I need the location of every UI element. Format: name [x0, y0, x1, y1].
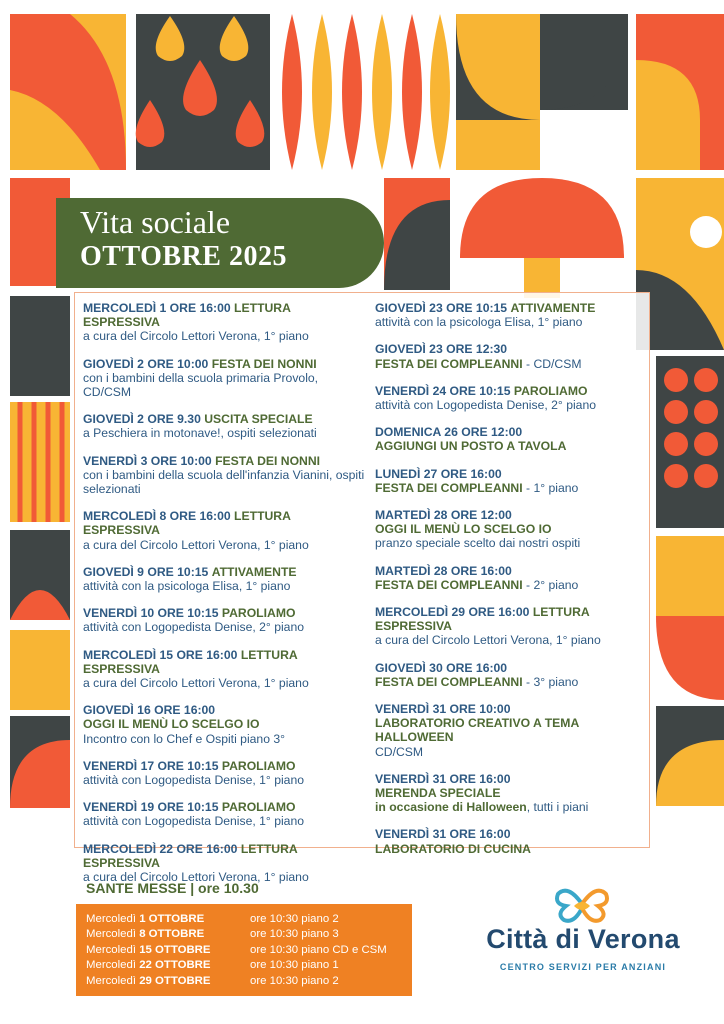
event-item	[83, 648, 369, 691]
event-details: , tutti i piani	[526, 800, 589, 815]
event-heading	[375, 772, 651, 800]
event-activity: LABORATORIO DI CUCINA	[375, 841, 531, 856]
messe-row	[86, 958, 402, 973]
butterfly-logo-icon	[554, 884, 610, 924]
tile-half-circles	[456, 14, 628, 170]
event-details: - 1° piano	[526, 480, 579, 495]
messe-date: 1 OTTOBRE	[139, 913, 205, 925]
messe-row	[86, 912, 402, 927]
event-activity: ATTIVAMENTE	[510, 301, 596, 315]
messe-date-cell	[86, 912, 250, 927]
logo-subtitle: CENTRO SERVIZI PER ANZIANI	[499, 962, 667, 972]
event-details: attività con Logopedista Denise, 2° piano	[83, 620, 305, 635]
event-heading	[375, 384, 651, 398]
messe-day: Mercoledì	[86, 974, 137, 987]
event-details: pranzo speciale scelto dai nostri ospiti	[375, 536, 581, 551]
event-item	[375, 467, 651, 495]
event-activity: FESTA DEI NONNI	[215, 453, 321, 468]
event-activity: OGGI IL MENÙ LO SCELGO IO	[375, 522, 552, 537]
event-heading	[83, 412, 369, 426]
events-column-left	[83, 301, 369, 897]
tile-dark	[10, 296, 70, 396]
event-item	[83, 454, 369, 497]
event-activity: LETTURA ESPRESSIVA	[83, 509, 291, 538]
event-item	[83, 565, 369, 593]
event-activity: AGGIUNGI UN POSTO A TAVOLA	[375, 439, 567, 454]
event-date: VENERDÌ 31 ORE 16:00	[375, 771, 511, 786]
events-column-right	[375, 301, 651, 869]
event-heading	[83, 703, 369, 731]
event-activity: LETTURA ESPRESSIVA	[83, 301, 291, 330]
event-activity: ATTIVAMENTE	[211, 564, 297, 579]
tile-mushroom	[456, 178, 628, 298]
event-heading	[83, 357, 369, 371]
messe-info: ore 10:30 piano 2	[250, 974, 339, 987]
tile-dots-right	[656, 356, 724, 528]
event-activity: MERENDA SPECIALE	[375, 786, 501, 801]
event-activity: PAROLIAMO	[221, 606, 296, 621]
event-item	[375, 827, 651, 855]
event-details: a cura del Circolo Lettori Verona, 1° piano	[83, 676, 309, 691]
tile-orange-leaf	[10, 14, 126, 170]
event-activity: FESTA DEI COMPLEANNI	[375, 480, 523, 495]
event-item	[375, 564, 651, 592]
event-details: attività con Logopedista Denise, 1° piano	[83, 773, 305, 788]
messe-row	[86, 943, 402, 958]
event-heading	[375, 342, 651, 370]
messe-title: SANTE MESSE | ore 10.30	[86, 880, 259, 896]
event-date: MERCOLEDÌ 1 ORE 16:00	[83, 301, 231, 315]
messe-row	[86, 927, 402, 942]
event-date: VENERDÌ 31 ORE 16:00	[375, 827, 511, 842]
event-item	[375, 605, 651, 648]
tile-right-orange	[636, 14, 724, 170]
event-date: MERCOLEDÌ 22 ORE 16:00	[83, 841, 238, 856]
event-item	[83, 606, 369, 634]
messe-date: 8 OTTOBRE	[139, 928, 205, 941]
event-date: GIOVEDÌ 23 ORE 10:15	[375, 301, 508, 315]
tile-drops	[136, 14, 270, 170]
event-details: attività con Logopedista Denise, 1° piano	[83, 814, 305, 829]
events-panel	[74, 292, 650, 885]
event-activity: PAROLIAMO	[513, 383, 588, 398]
event-details: con i bambini della scuola dell'infanzia Vianini, ospiti selezionati	[83, 467, 365, 497]
event-item	[83, 842, 369, 885]
event-activity: FESTA DEI NONNI	[211, 356, 317, 371]
event-heading	[83, 509, 369, 537]
event-activity: FESTA DEI COMPLEANNI	[375, 674, 523, 689]
event-heading	[375, 301, 651, 315]
messe-date-cell	[86, 958, 250, 973]
event-details: a Peschiera in motonave!, ospiti selezionati	[83, 426, 317, 441]
event-heading	[83, 759, 369, 773]
event-details: - CD/CSM	[526, 356, 582, 371]
event-item	[83, 703, 369, 746]
event-activity: USCITA SPECIALE	[204, 412, 313, 427]
event-date: DOMENICA 26 ORE 12:00	[375, 425, 523, 440]
messe-date-cell	[86, 943, 250, 958]
event-heading	[375, 605, 651, 633]
event-date: GIOVEDÌ 16 ORE 16:00	[83, 703, 216, 718]
messe-date-cell	[86, 927, 250, 942]
event-heading	[375, 564, 651, 592]
event-activity: LETTURA ESPRESSIVA	[83, 841, 298, 870]
event-heading	[83, 842, 369, 870]
event-item	[375, 342, 651, 370]
messe-schedule	[76, 904, 412, 996]
messe-info: ore 10:30 piano CD e CSM	[250, 943, 387, 956]
messe-day: Mercoledì	[86, 913, 137, 925]
event-heading	[83, 648, 369, 676]
event-heading	[83, 565, 369, 579]
page-title: Vita sociale	[80, 204, 231, 240]
tile-yellow-right	[656, 536, 724, 616]
event-date: VENERDÌ 24 ORE 10:15	[375, 383, 511, 398]
event-heading	[83, 606, 369, 620]
logo-name: Città di Verona	[486, 924, 680, 954]
event-activity: PAROLIAMO	[221, 758, 296, 773]
event-date: LUNEDÌ 27 ORE 16:00	[375, 466, 502, 481]
event-heading	[83, 454, 369, 468]
messe-date-cell	[86, 974, 250, 989]
event-item	[375, 661, 651, 689]
messe-row	[86, 974, 402, 989]
messe-info: ore 10:30 piano 1	[250, 959, 339, 972]
event-date: GIOVEDÌ 2 ORE 10:00	[83, 356, 209, 371]
messe-info: ore 10:30 piano 2	[250, 913, 339, 925]
event-item	[375, 508, 651, 551]
tile-leaf-dark	[384, 178, 450, 290]
event-details-bold: in occasione di Halloween	[375, 800, 527, 815]
event-date: MERCOLEDÌ 29 ORE 16:00	[375, 605, 530, 620]
event-date: MARTEDÌ 28 ORE 16:00	[375, 563, 512, 578]
event-date: VENERDÌ 17 ORE 10:15	[83, 758, 219, 773]
messe-day: Mercoledì	[86, 959, 137, 972]
event-item	[83, 509, 369, 552]
event-date: VENERDÌ 10 ORE 10:15	[83, 606, 219, 621]
event-activity: FESTA DEI COMPLEANNI	[375, 577, 523, 592]
event-activity: LETTURA ESPRESSIVA	[375, 605, 590, 634]
event-heading	[83, 301, 369, 329]
event-item	[83, 759, 369, 787]
event-item	[375, 384, 651, 412]
messe-date: 15 OTTOBRE	[139, 943, 211, 956]
event-item	[375, 772, 651, 815]
event-details: attività con Logopedista Denise, 2° piano	[375, 398, 597, 413]
event-heading	[375, 467, 651, 495]
event-details: attività con la psicologa Elisa, 1° piano	[375, 315, 583, 330]
event-date: VENERDÌ 3 ORE 10:00	[83, 453, 212, 468]
event-activity: FESTA DEI COMPLEANNI	[375, 356, 523, 371]
event-item	[83, 357, 369, 400]
event-date: GIOVEDÌ 23 ORE 12:30	[375, 342, 508, 357]
event-activity: OGGI IL MENÙ LO SCELGO IO	[83, 717, 260, 732]
event-details: attività con la psicologa Elisa, 1° piano	[83, 579, 291, 594]
event-activity: LETTURA ESPRESSIVA	[83, 647, 298, 676]
page-subtitle: OTTOBRE 2025	[80, 241, 287, 272]
event-date: MERCOLEDÌ 8 ORE 16:00	[83, 509, 231, 524]
event-activity: PAROLIAMO	[221, 800, 296, 815]
logo	[480, 884, 686, 984]
event-activity: LABORATORIO CREATIVO A TEMA HALLOWEEN	[375, 716, 579, 745]
messe-info: ore 10:30 piano 3	[250, 928, 339, 941]
messe-date: 22 OTTOBRE	[139, 959, 211, 972]
event-date: GIOVEDÌ 2 ORE 9.30	[83, 412, 201, 427]
event-item	[83, 412, 369, 440]
event-details: a cura del Circolo Lettori Verona, 1° piano	[375, 633, 601, 648]
event-heading	[375, 661, 651, 689]
messe-day: Mercoledì	[86, 943, 137, 956]
event-details: - 2° piano	[526, 577, 579, 592]
event-heading	[83, 800, 369, 814]
event-heading	[375, 508, 651, 536]
event-heading	[375, 702, 651, 745]
event-details: a cura del Circolo Lettori Verona, 1° piano	[83, 870, 309, 885]
tile-yellow-2	[10, 630, 70, 710]
event-date: VENERDÌ 31 ORE 10:00	[375, 702, 511, 717]
event-item	[83, 800, 369, 828]
messe-date: 29 OTTOBRE	[139, 974, 211, 987]
event-date: GIOVEDÌ 9 ORE 10:15	[83, 564, 209, 579]
event-date: MERCOLEDÌ 15 ORE 16:00	[83, 647, 238, 662]
event-heading	[375, 827, 651, 855]
title-banner	[56, 198, 384, 288]
tile-leaves	[278, 14, 450, 170]
event-heading	[375, 425, 651, 453]
event-details: CD/CSM	[375, 744, 424, 759]
event-details: - 3° piano	[526, 674, 579, 689]
event-item	[375, 425, 651, 453]
event-details: con i bambini della scuola primaria Provolo, CD/CSM	[83, 370, 319, 400]
event-details: a cura del Circolo Lettori Verona, 1° piano	[83, 537, 309, 552]
event-date: MARTEDÌ 28 ORE 12:00	[375, 508, 512, 523]
event-date: VENERDÌ 19 ORE 10:15	[83, 800, 219, 815]
event-date: GIOVEDÌ 30 ORE 16:00	[375, 660, 508, 675]
event-details: a cura del Circolo Lettori Verona, 1° piano	[83, 329, 309, 344]
event-details-line	[375, 800, 651, 814]
messe-day: Mercoledì	[86, 928, 137, 941]
event-details: Incontro con lo Chef e Ospiti piano 3°	[83, 731, 286, 746]
event-item	[375, 301, 651, 329]
tile-orange-right	[656, 616, 724, 700]
event-item	[375, 702, 651, 759]
event-item	[83, 301, 369, 344]
